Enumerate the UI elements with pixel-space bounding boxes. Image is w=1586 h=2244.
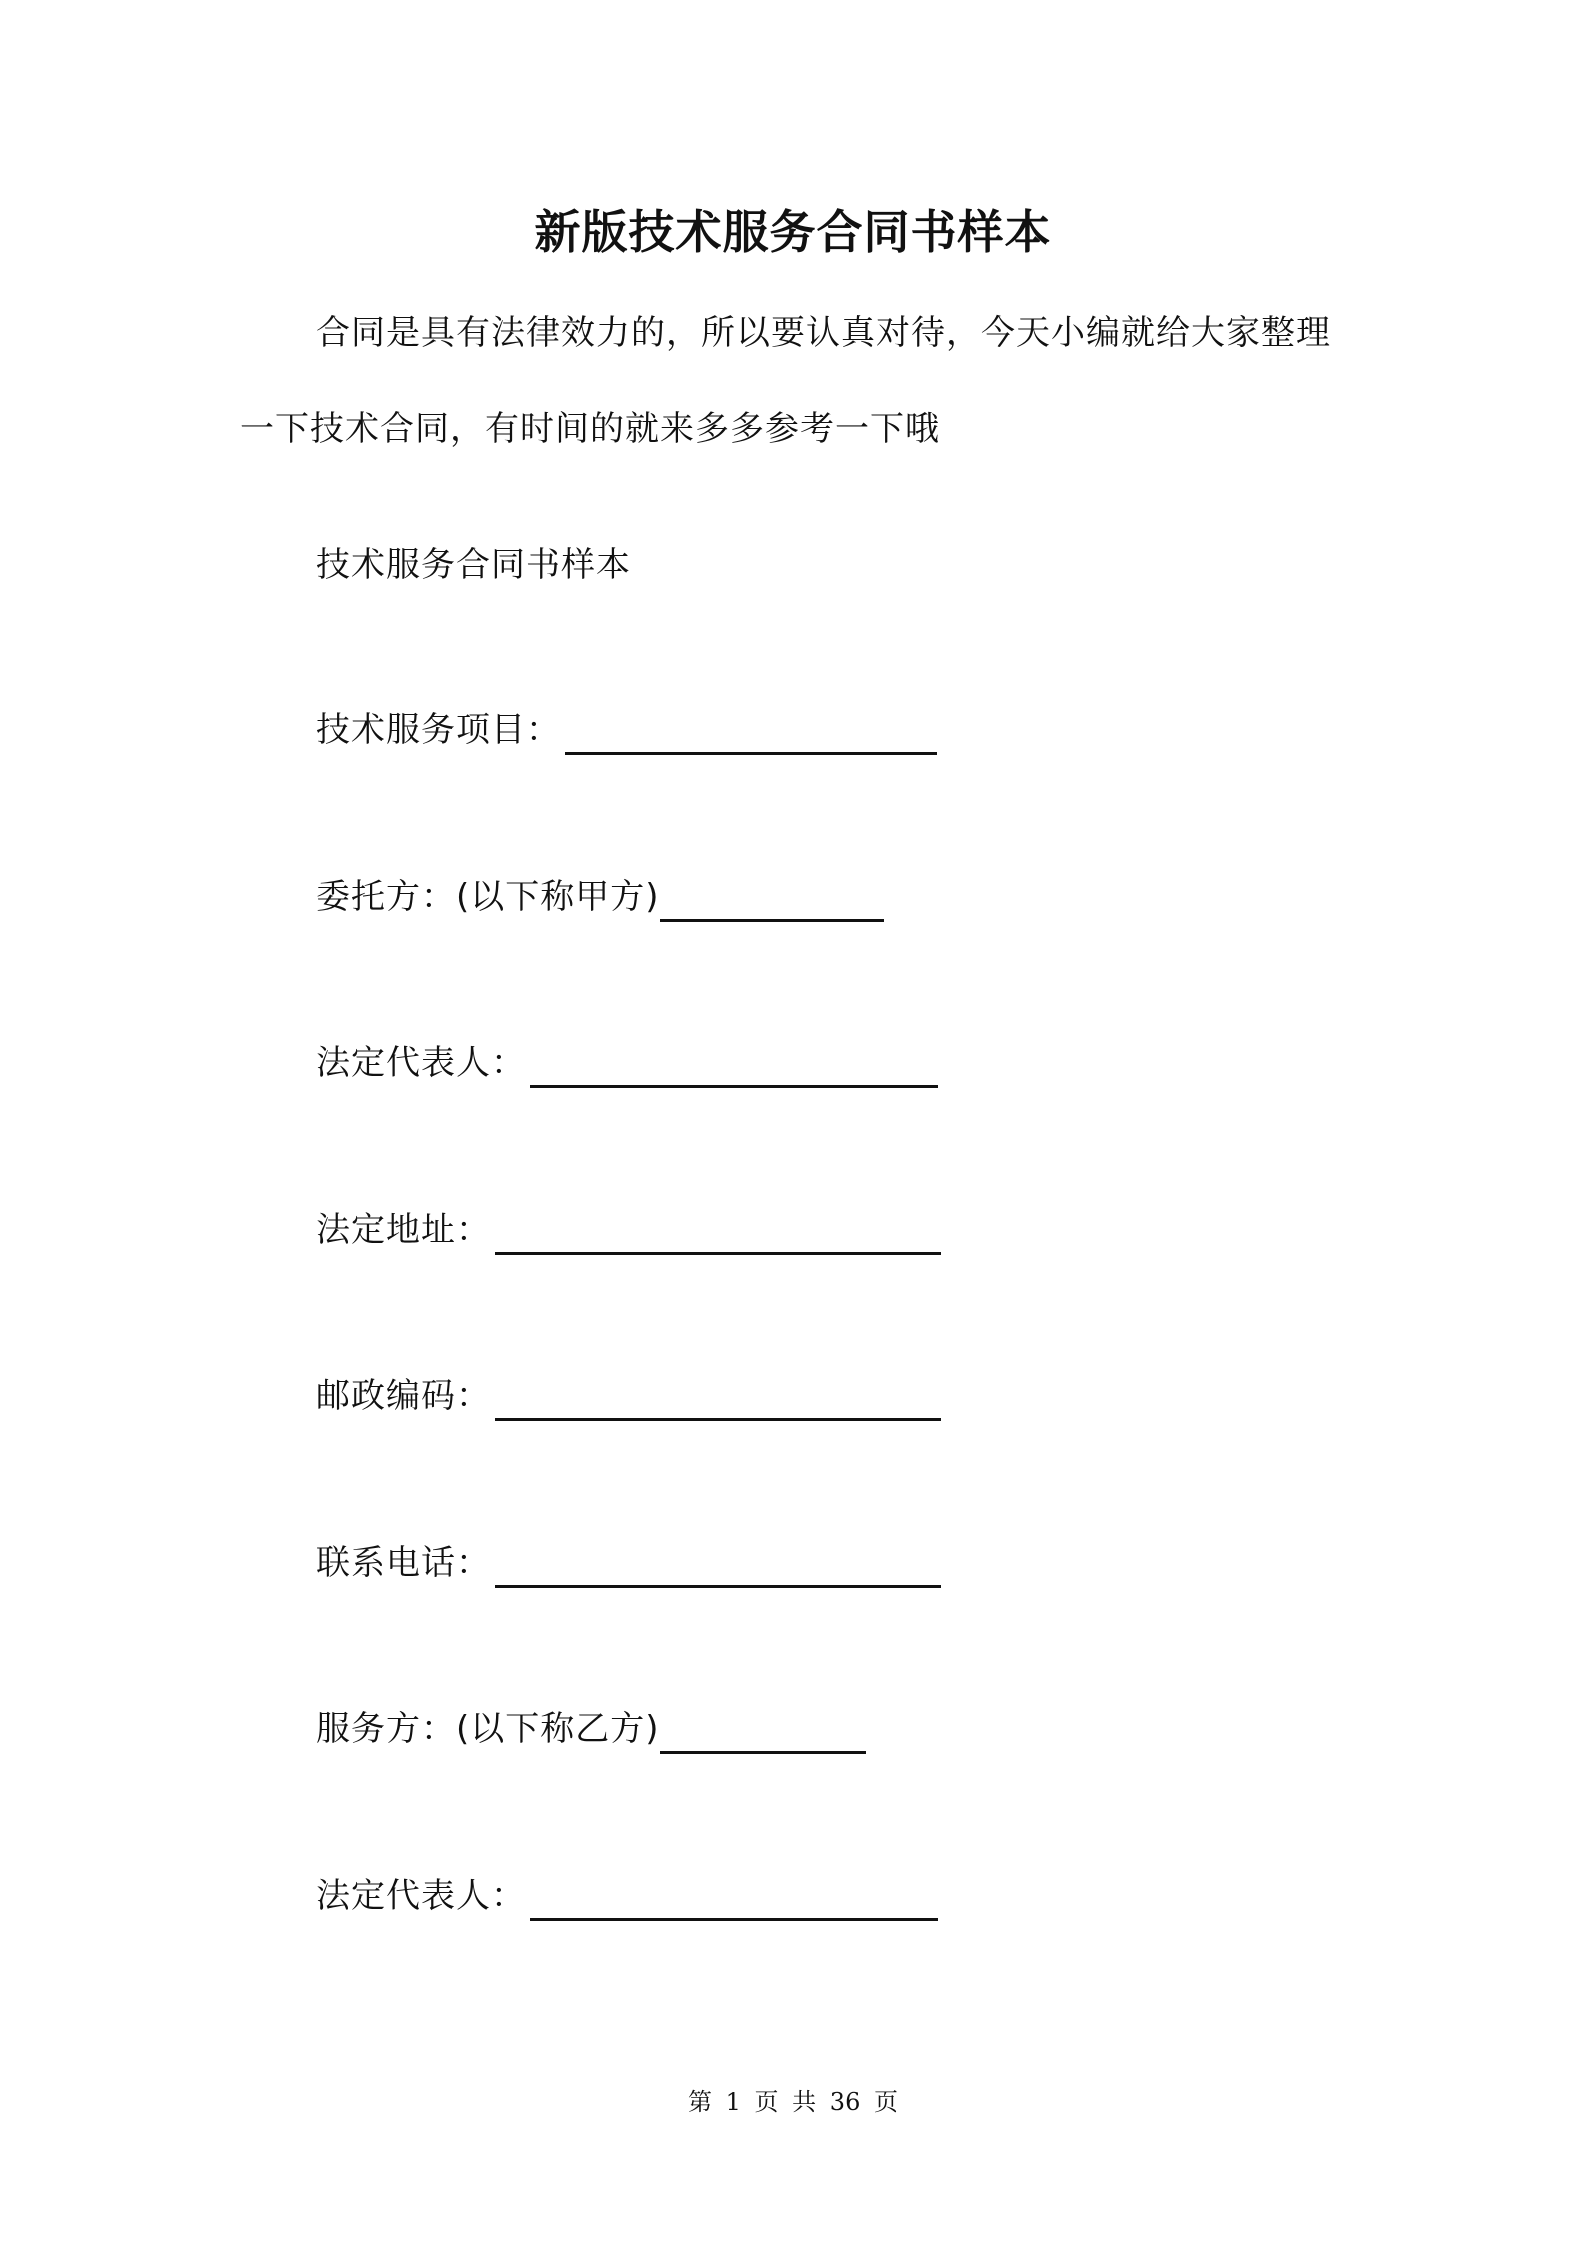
blank-line	[495, 1545, 941, 1588]
field-legal-rep-a	[316, 1038, 938, 1088]
field-label: 联系电话：	[316, 1543, 491, 1583]
subtitle	[316, 540, 631, 590]
document-title: 新版技术服务合同书样本	[534, 205, 1052, 259]
blank-line	[565, 712, 937, 755]
field-label: 法定代表人：	[316, 1043, 526, 1083]
blank-line	[495, 1212, 941, 1255]
field-legal-rep-b	[316, 1871, 938, 1921]
field-label: 法定地址：	[316, 1210, 491, 1250]
field-label: 委托方：(以下称甲方)	[316, 877, 660, 917]
field-legal-address	[316, 1205, 941, 1255]
field-label: 技术服务项目：	[316, 710, 561, 750]
field-label: 法定代表人：	[316, 1876, 526, 1916]
field-postal-code	[316, 1371, 941, 1421]
field-client	[316, 872, 884, 922]
field-service-project	[316, 705, 937, 755]
blank-line	[530, 1045, 938, 1088]
field-phone	[316, 1538, 941, 1588]
field-label: 邮政编码：	[316, 1376, 491, 1416]
field-label: 服务方：(以下称乙方)	[316, 1709, 660, 1749]
blank-line	[530, 1878, 938, 1921]
intro-paragraph: 合同是具有法律效力的，所以要认真对待，今天小编就给大家整理一下技术合同，有时间的就来多多参考一下哦	[240, 313, 1331, 449]
field-service-provider	[316, 1704, 866, 1754]
blank-line	[495, 1378, 941, 1421]
blank-line	[660, 879, 884, 922]
page-number: 第 1 页 共 36 页	[688, 2088, 898, 2116]
subtitle-text: 技术服务合同书样本	[316, 545, 631, 585]
blank-line	[660, 1711, 866, 1754]
